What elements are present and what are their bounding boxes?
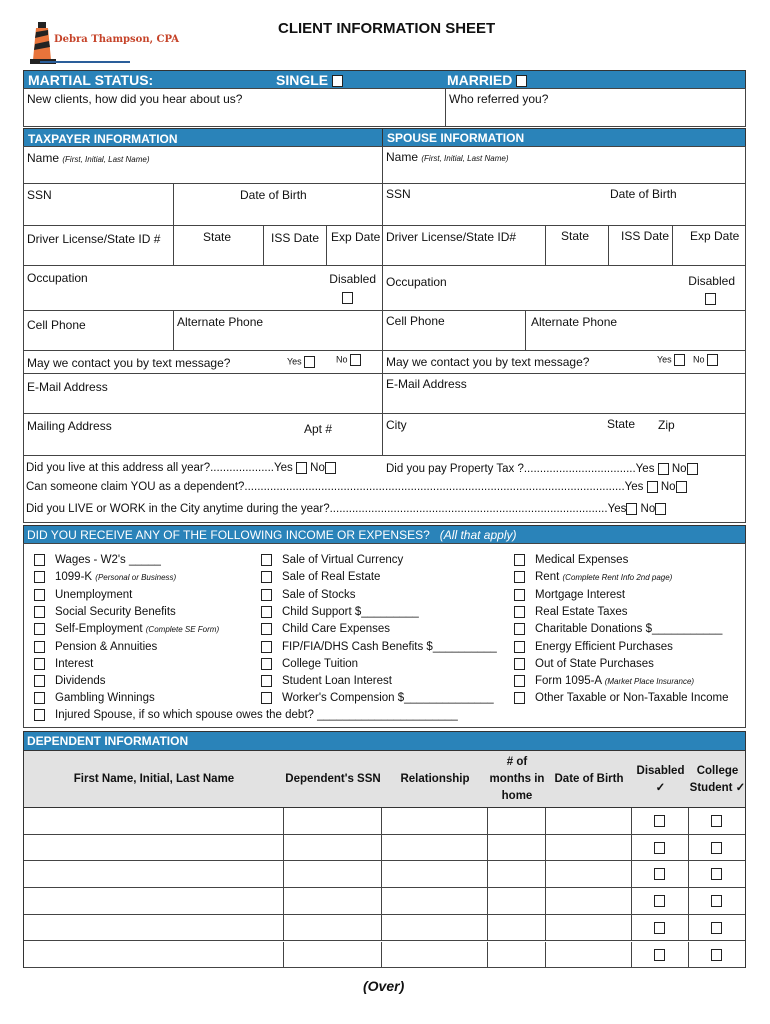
- married-option[interactable]: MARRIED: [447, 72, 527, 88]
- income-item[interactable]: [514, 606, 627, 618]
- income-item[interactable]: [34, 606, 176, 618]
- taxpayer-text-yes-checkbox[interactable]: [304, 356, 315, 368]
- dependent-cell[interactable]: [689, 835, 746, 861]
- taxpayer-dob-field[interactable]: Date of Birth: [173, 183, 383, 226]
- spouse-text-yes-checkbox[interactable]: [674, 354, 685, 366]
- income-item-note: (Complete Rent Info 2nd page): [562, 573, 673, 583]
- income-item[interactable]: [514, 554, 628, 566]
- income-item[interactable]: [34, 554, 161, 566]
- dependent-cell[interactable]: [546, 915, 632, 941]
- income-item[interactable]: [261, 641, 497, 653]
- income-checkbox[interactable]: [261, 675, 272, 687]
- income-item[interactable]: [514, 571, 672, 583]
- income-item-label: Interest: [55, 657, 94, 670]
- income-item-label: Unemployment: [55, 588, 133, 601]
- spouse-header: SPOUSE INFORMATION: [382, 128, 746, 147]
- dependent-cell[interactable]: [689, 915, 746, 941]
- income-item[interactable]: [261, 675, 392, 687]
- income-checkbox[interactable]: [514, 589, 525, 601]
- logo: Debra Thampson, CPA: [30, 18, 170, 64]
- over-note: (Over): [363, 978, 405, 994]
- income-item-label: Worker's Compension $______________: [282, 692, 494, 705]
- dependent-cell[interactable]: [546, 942, 632, 968]
- mailing-address-field[interactable]: Mailing Address Apt #: [23, 413, 383, 456]
- income-item-label: Gambling Winnings: [55, 692, 155, 705]
- dependent-row: [24, 888, 745, 915]
- dependent-cell[interactable]: [488, 861, 546, 887]
- column-header: # of months in home: [489, 756, 545, 802]
- college-student-checkbox[interactable]: [711, 868, 722, 880]
- column-header: Date of Birth: [554, 773, 624, 785]
- married-checkbox[interactable]: [516, 75, 527, 87]
- referred-by-field[interactable]: Who referred you?: [445, 88, 746, 127]
- income-checkbox[interactable]: [261, 641, 272, 653]
- dependent-cell[interactable]: [488, 808, 546, 834]
- spouse-name-field[interactable]: Name (First, Initial, Last Name): [382, 146, 746, 184]
- income-item-label: Self-Employment: [55, 623, 143, 636]
- disabled-checkbox[interactable]: [654, 868, 665, 880]
- disabled-checkbox[interactable]: [654, 949, 665, 961]
- income-checkbox[interactable]: [514, 692, 525, 704]
- income-item[interactable]: [34, 692, 155, 704]
- dependent-cell[interactable]: [488, 942, 546, 968]
- income-item-label: Student Loan Interest: [282, 675, 392, 688]
- income-checkbox[interactable]: [261, 623, 272, 635]
- income-checkbox[interactable]: [514, 658, 525, 670]
- dependent-cell[interactable]: [382, 808, 488, 834]
- income-item[interactable]: [514, 641, 673, 653]
- income-item-label: Social Security Benefits: [55, 605, 176, 618]
- lighthouse-icon: [30, 18, 56, 64]
- dependent-cell[interactable]: [24, 861, 284, 887]
- taxpayer-state-field[interactable]: State: [173, 225, 264, 266]
- income-checkbox[interactable]: [261, 571, 272, 583]
- income-checkbox[interactable]: [514, 641, 525, 653]
- city-state-zip-field[interactable]: City State Zip: [382, 413, 746, 456]
- college-student-checkbox[interactable]: [711, 815, 722, 827]
- dependent-table: [23, 750, 746, 968]
- income-checkbox[interactable]: [34, 641, 45, 653]
- spouse-cell-phone-field[interactable]: Cell Phone: [382, 310, 526, 351]
- income-item[interactable]: [34, 658, 93, 670]
- spouse-state-field[interactable]: State: [545, 225, 609, 266]
- income-item-note: (Complete SE Form): [145, 625, 220, 635]
- income-checklist: [23, 543, 746, 728]
- income-item-label: Form 1095-A: [535, 675, 602, 688]
- income-item[interactable]: [261, 554, 403, 566]
- dependent-cell[interactable]: [546, 888, 632, 914]
- spouse-text-consent: May we contact you by text message? Yes No: [382, 350, 746, 374]
- income-item[interactable]: [514, 658, 654, 670]
- income-item[interactable]: [261, 692, 494, 704]
- column-header: College Student ✓: [689, 764, 746, 794]
- single-checkbox[interactable]: [332, 75, 343, 87]
- income-item[interactable]: [261, 623, 390, 635]
- dependent-cell[interactable]: [488, 835, 546, 861]
- q1-no-checkbox[interactable]: [325, 462, 336, 474]
- income-checkbox[interactable]: [34, 623, 45, 635]
- dependent-cell[interactable]: [382, 888, 488, 914]
- income-item[interactable]: [261, 658, 358, 670]
- income-item[interactable]: [261, 589, 356, 601]
- dependent-cell[interactable]: [382, 835, 488, 861]
- dependent-cell[interactable]: [546, 835, 632, 861]
- disabled-checkbox[interactable]: [654, 815, 665, 827]
- dependent-header: DEPENDENT INFORMATION: [23, 731, 746, 751]
- dependent-row: [24, 808, 745, 835]
- dependent-cell[interactable]: [689, 888, 746, 914]
- q2-yes-checkbox[interactable]: [658, 463, 669, 475]
- disabled-checkbox[interactable]: [654, 842, 665, 854]
- taxpayer-iss-date-field[interactable]: ISS Date: [263, 225, 327, 266]
- injured-spouse-checkbox[interactable]: [34, 709, 45, 721]
- income-item-label: Wages - W2's _____: [55, 554, 161, 567]
- dependent-cell[interactable]: [632, 835, 689, 861]
- spouse-iss-date-field[interactable]: ISS Date: [608, 225, 673, 266]
- income-item[interactable]: [514, 589, 625, 601]
- q3-yes-checkbox[interactable]: [647, 481, 658, 493]
- column-header: Dependent's SSN: [285, 773, 381, 785]
- page-title: CLIENT INFORMATION SHEET: [278, 20, 496, 37]
- column-header: Relationship: [400, 773, 470, 785]
- taxpayer-header: TAXPAYER INFORMATION: [23, 128, 383, 147]
- marital-status-bar: MARTIAL STATUS: SINGLE MARRIED: [23, 70, 746, 89]
- income-item-label: Medical Expenses: [535, 554, 629, 567]
- dependent-cell[interactable]: [632, 915, 689, 941]
- dependent-cell[interactable]: [632, 888, 689, 914]
- dependent-cell[interactable]: [24, 808, 284, 834]
- dependent-cell[interactable]: [24, 835, 284, 861]
- income-checkbox[interactable]: [514, 571, 525, 583]
- income-checkbox[interactable]: [34, 675, 45, 687]
- dependent-cell[interactable]: [632, 808, 689, 834]
- taxpayer-alt-phone-field[interactable]: Alternate Phone: [173, 310, 383, 351]
- dependent-cell[interactable]: [284, 808, 382, 834]
- q1-yes-checkbox[interactable]: [296, 462, 307, 474]
- spouse-exp-date-field[interactable]: Exp Date: [672, 225, 746, 266]
- spouse-email-field[interactable]: E-Mail Address: [382, 373, 746, 414]
- disabled-checkbox[interactable]: [654, 922, 665, 934]
- column-header: Disabled ✓: [636, 764, 685, 794]
- income-item[interactable]: [261, 571, 380, 583]
- income-checkbox[interactable]: [34, 554, 45, 566]
- income-checkbox[interactable]: [34, 571, 45, 583]
- income-item-label: Child Support $_________: [282, 605, 419, 618]
- income-item[interactable]: [34, 623, 219, 635]
- income-item[interactable]: [514, 675, 694, 687]
- dependent-cell[interactable]: [546, 808, 632, 834]
- income-checkbox[interactable]: [514, 675, 525, 687]
- dependent-cell[interactable]: [632, 861, 689, 887]
- dependent-row: [24, 942, 745, 969]
- dependent-cell[interactable]: [284, 861, 382, 887]
- q4-no-checkbox[interactable]: [655, 503, 666, 515]
- income-item-label: Child Care Expenses: [282, 623, 391, 636]
- income-checkbox[interactable]: [261, 606, 272, 618]
- dependent-cell[interactable]: [488, 915, 546, 941]
- income-item-label: Out of State Purchases: [535, 657, 654, 670]
- income-item-label: Sale of Virtual Currency: [282, 554, 404, 567]
- column-header: First Name, Initial, Last Name: [73, 773, 235, 785]
- dependent-cell[interactable]: [284, 915, 382, 941]
- income-item-label: Sale of Real Estate: [282, 571, 381, 584]
- dependent-cell[interactable]: [689, 808, 746, 834]
- dependent-row: [24, 861, 745, 888]
- dependent-cell[interactable]: [24, 888, 284, 914]
- dependent-row: [24, 915, 745, 942]
- taxpayer-disabled-checkbox[interactable]: [342, 292, 353, 304]
- dependent-row: [24, 835, 745, 862]
- dependent-cell[interactable]: [632, 942, 689, 968]
- income-item-label: Rent: [535, 571, 560, 584]
- taxpayer-cell-phone-field[interactable]: Cell Phone: [23, 310, 174, 351]
- income-item[interactable]: [34, 675, 106, 687]
- income-item-label: Real Estate Taxes: [535, 605, 628, 618]
- spouse-dl-field[interactable]: Driver License/State ID#: [382, 225, 546, 266]
- income-checkbox[interactable]: [261, 692, 272, 704]
- income-item-label: Charitable Donations $___________: [535, 623, 723, 636]
- income-item-label: FIP/FIA/DHS Cash Benefits $__________: [282, 640, 497, 653]
- income-item-note: (Personal or Business): [95, 573, 177, 583]
- spouse-occupation-field[interactable]: Occupation Disabled: [382, 265, 746, 311]
- disabled-checkbox[interactable]: [654, 895, 665, 907]
- income-item[interactable]: [34, 641, 157, 653]
- taxpayer-dl-field[interactable]: Driver License/State ID #: [23, 225, 174, 266]
- dependent-cell[interactable]: [24, 942, 284, 968]
- income-checkbox[interactable]: [34, 606, 45, 618]
- q2-no-checkbox[interactable]: [687, 463, 698, 475]
- spouse-disabled-checkbox[interactable]: [705, 293, 716, 305]
- dependent-cell[interactable]: [382, 942, 488, 968]
- college-student-checkbox[interactable]: [711, 895, 722, 907]
- q4-yes-checkbox[interactable]: [626, 503, 637, 515]
- taxpayer-text-no-checkbox[interactable]: [350, 354, 361, 366]
- income-checkbox[interactable]: [34, 589, 45, 601]
- q3-no-checkbox[interactable]: [676, 481, 687, 493]
- college-student-checkbox[interactable]: [711, 922, 722, 934]
- income-item-label: Pension & Annuities: [55, 640, 158, 653]
- income-item[interactable]: [261, 606, 419, 618]
- income-item-label: Mortgage Interest: [535, 588, 626, 601]
- income-checkbox[interactable]: [514, 623, 525, 635]
- income-checkbox[interactable]: [34, 692, 45, 704]
- questions-box: Did you live at this address all year?....................Yes No Did you pay Property Tax ?...................................Yes No Can someone claim YOU as a dependent?.......................................................................................................................Yes No Did you LIVE or WORK in the City anytime during the year?.......................................................................................Yes No: [23, 455, 746, 523]
- dependent-cell[interactable]: [24, 915, 284, 941]
- dependent-cell[interactable]: [284, 942, 382, 968]
- dependent-cell[interactable]: [284, 888, 382, 914]
- dependent-cell[interactable]: [546, 861, 632, 887]
- spouse-alt-phone-field[interactable]: Alternate Phone: [525, 310, 746, 351]
- dependent-cell[interactable]: [488, 888, 546, 914]
- income-checkbox[interactable]: [514, 606, 525, 618]
- taxpayer-exp-date-field[interactable]: Exp Date: [326, 225, 383, 266]
- college-student-checkbox[interactable]: [711, 842, 722, 854]
- income-checkbox[interactable]: [261, 554, 272, 566]
- income-item-label: Sale of Stocks: [282, 588, 356, 601]
- income-item-note: (Market Place Insurance): [604, 677, 695, 687]
- dependent-cell[interactable]: [689, 942, 746, 968]
- income-checkbox[interactable]: [34, 658, 45, 670]
- income-item[interactable]: [34, 589, 132, 601]
- income-item-label: Other Taxable or Non-Taxable Income: [535, 692, 729, 705]
- dependent-cell[interactable]: [689, 861, 746, 887]
- income-item-label: Energy Efficient Purchases: [535, 640, 673, 653]
- income-checkbox[interactable]: [514, 554, 525, 566]
- taxpayer-occupation-field[interactable]: Occupation Disabled: [23, 265, 383, 311]
- income-item[interactable]: [514, 623, 722, 635]
- dependent-cell[interactable]: [382, 861, 488, 887]
- income-item-label: 1099-K: [55, 571, 93, 584]
- hear-about-field[interactable]: New clients, how did you hear about us?: [23, 88, 446, 127]
- income-item-label: College Tuition: [282, 657, 359, 670]
- taxpayer-ssn-field[interactable]: SSN: [23, 183, 174, 226]
- dependent-cell[interactable]: [284, 835, 382, 861]
- income-header: DID YOU RECEIVE ANY OF THE FOLLOWING INCOME OR EXPENSES? (All that apply): [23, 525, 746, 544]
- income-item[interactable]: [34, 571, 176, 583]
- college-student-checkbox[interactable]: [711, 949, 722, 961]
- income-item[interactable]: [514, 692, 728, 704]
- spouse-ssn-field[interactable]: SSN Date of Birth: [382, 183, 746, 226]
- taxpayer-text-consent: May we contact you by text message? Yes No: [23, 350, 383, 374]
- income-item-label: Dividends: [55, 675, 106, 688]
- income-checkbox[interactable]: [261, 589, 272, 601]
- spouse-text-no-checkbox[interactable]: [707, 354, 718, 366]
- taxpayer-name-field[interactable]: Name (First, Initial, Last Name): [23, 146, 383, 184]
- taxpayer-email-field[interactable]: E-Mail Address: [23, 373, 383, 414]
- injured-spouse-item[interactable]: Injured Spouse, if so which spouse owes the debt? ______________________: [34, 709, 458, 721]
- dependent-cell[interactable]: [382, 915, 488, 941]
- income-checkbox[interactable]: [261, 658, 272, 670]
- single-option[interactable]: SINGLE: [276, 72, 343, 88]
